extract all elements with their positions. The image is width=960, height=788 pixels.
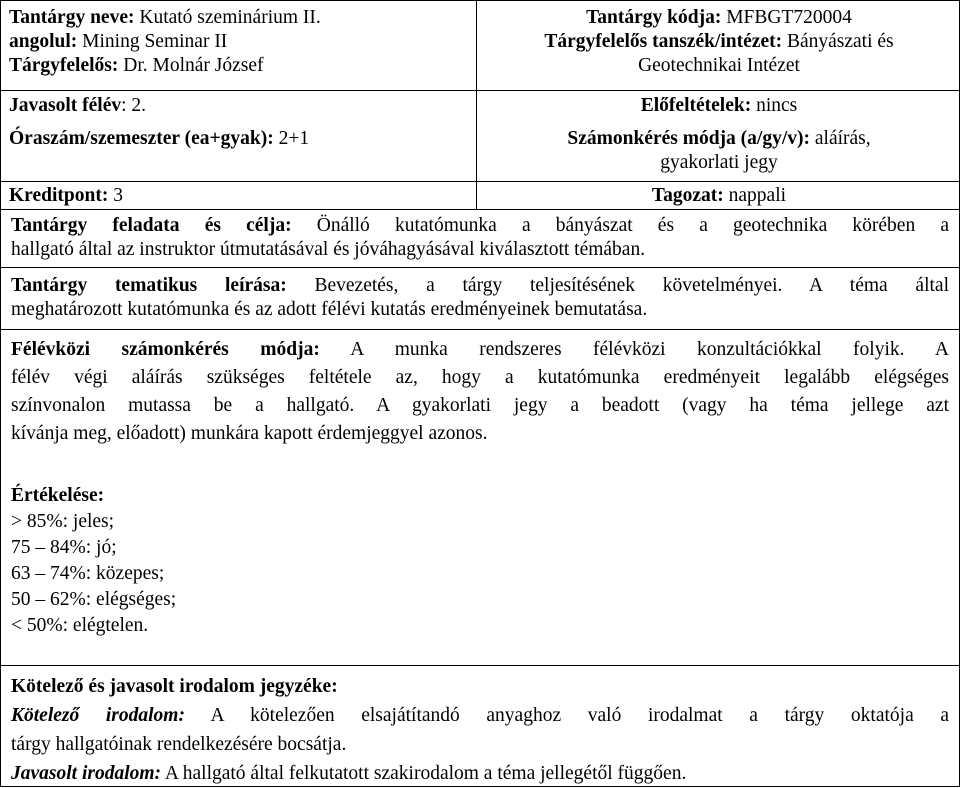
code-value: MFBGT720004: [726, 7, 852, 28]
header-column-divider: [476, 1, 477, 209]
assessment-cell: [485, 127, 953, 175]
assessment-value-line2: gyakorlati jegy: [660, 152, 778, 173]
assessment-label: Számonkérés módja (a/gy/v):: [567, 128, 810, 149]
hours-label: Óraszám/szemeszter (ea+gyak):: [9, 128, 274, 149]
divider: [1, 329, 959, 330]
prereq-cell: [485, 94, 953, 118]
grade-item: 50 – 62%: elégséges;: [11, 589, 177, 610]
english-name-label: angolul:: [9, 31, 78, 52]
divider: [1, 90, 959, 91]
recommended-literature-text: A hallgató által felkutatott szakirodalom a téma jellegétől függően.: [164, 763, 687, 784]
dept-value-line2: Geotechnikai Intézet: [638, 55, 800, 76]
grading-label: Értékelése:: [11, 485, 105, 506]
dept-label: Tárgyfelelős tanszék/intézet:: [544, 31, 783, 52]
owner-value: Dr. Molnár József: [123, 55, 264, 76]
divider: [1, 181, 959, 182]
mode-value: nappali: [728, 185, 787, 206]
literature-label: Kötelező és javasolt irodalom jegyzéke:: [11, 676, 338, 697]
hours-cell: [9, 127, 471, 151]
subject-info-cell: [9, 6, 471, 78]
subject-name-value: Kutató szeminárium II.: [139, 7, 321, 28]
midterm-line3: színvonalon mutassa be a hallgató. A gyakorlati jegy a beadott (vagy ha téma jellege azt: [11, 395, 949, 416]
semester-label: Javasolt félév: [9, 95, 122, 116]
grade-item: < 50%: elégtelen.: [11, 615, 149, 636]
required-literature-line2: tárgy hallgatóinak rendelkezésére bocsátja.: [11, 734, 347, 755]
prereq-label: Előfeltételek:: [640, 95, 752, 116]
topics-label: Tantárgy tematikus leírása:: [11, 275, 287, 296]
midterm-section: [11, 336, 949, 448]
goal-section: [11, 214, 949, 262]
code-label: Tantárgy kódja:: [586, 7, 722, 28]
semester-value: : 2.: [121, 95, 147, 116]
code-dept-cell: [485, 6, 953, 78]
goal-line2: hallgató által az instruktor útmutatásával és jóváhagyásával kiválasztott témában.: [11, 239, 646, 260]
required-literature-line1: A kötelezően elsajátítandó anyaghoz való irodalmat a tárgy oktatója a: [210, 705, 949, 726]
grade-item: 75 – 84%: jó;: [11, 537, 117, 558]
divider: [1, 209, 959, 210]
credit-cell: [9, 184, 471, 208]
semester-cell: [9, 94, 471, 118]
midterm-label: Félévközi számonkérés módja:: [11, 339, 320, 360]
subject-name-label: Tantárgy neve:: [9, 7, 135, 28]
credit-value: 3: [113, 185, 123, 206]
mode-label: Tagozat:: [651, 185, 724, 206]
required-literature-label: Kötelező irodalom:: [11, 705, 185, 726]
dept-value: Bányászati és: [786, 31, 894, 52]
recommended-literature-label: Javasolt irodalom:: [11, 763, 162, 784]
grading-section: [11, 483, 949, 639]
topics-line2: meghatározott kutatómunka és az adott félévi kutatás eredményeinek bemutatása.: [11, 299, 648, 320]
prereq-value: nincs: [756, 95, 798, 116]
grade-item: > 85%: jeles;: [11, 511, 115, 532]
hours-value: 2+1: [278, 128, 310, 149]
literature-section: [11, 672, 949, 788]
goal-line1: Önálló kutatómunka a bányászat és a geotechnika körében a: [316, 215, 950, 236]
grade-item: 63 – 74%: közepes;: [11, 563, 165, 584]
mode-cell: [485, 184, 953, 208]
divider: [1, 267, 959, 268]
owner-label: Tárgyfelelős:: [9, 55, 119, 76]
topics-section: [11, 274, 949, 322]
topics-line1: Bevezetés, a tárgy teljesítésének követelményei. A téma által: [314, 275, 949, 296]
midterm-line4: kívánja meg, előadott) munkára kapott érdemjeggyel azonos.: [11, 423, 488, 444]
midterm-line1: A munka rendszeres félévközi konzultációkkal folyik. A: [350, 339, 949, 360]
credit-label: Kreditpont:: [9, 185, 109, 206]
assessment-value: aláírás,: [814, 128, 871, 149]
goal-label: Tantárgy feladata és célja:: [11, 215, 292, 236]
divider: [1, 665, 959, 666]
english-name-value: Mining Seminar II: [82, 31, 228, 52]
midterm-line2: félév végi aláírás szükséges feltétele az, hogy a kutatómunka eredményeit legalább elégséges: [11, 367, 949, 388]
